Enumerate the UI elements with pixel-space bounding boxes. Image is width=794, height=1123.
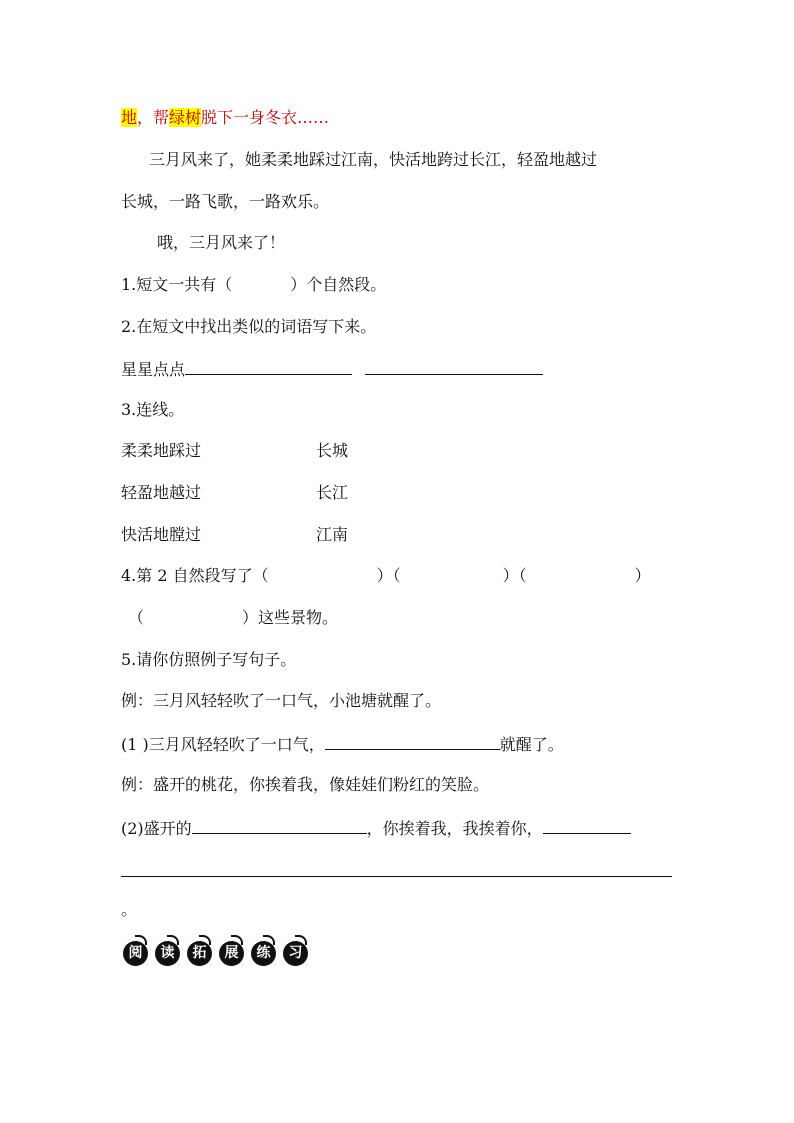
badge-char: 习 xyxy=(283,941,308,966)
badge-char: 阅 xyxy=(123,941,148,966)
answer-blank[interactable] xyxy=(543,817,631,834)
answer-line[interactable] xyxy=(121,876,672,877)
match-left: 柔柔地踩过 xyxy=(121,441,202,460)
match-left: 轻盈地越过 xyxy=(121,483,202,502)
answer-blank[interactable] xyxy=(185,358,352,375)
badge-char: 练 xyxy=(251,941,276,966)
q4-text: ） xyxy=(634,566,651,585)
badge-char: 展 xyxy=(219,941,244,966)
paragraph-line: 三月风来了，她柔柔地踩过江南，快活地跨过长江，轻盈地越过 xyxy=(149,150,598,169)
s2-text: (2)盛开的 xyxy=(121,819,192,838)
question-2: 2.在短文中找出类似的词语写下来。 xyxy=(121,317,377,336)
question-3-title: 3.连线。 xyxy=(121,400,185,419)
match-right: 长江 xyxy=(316,483,349,502)
answer-blank[interactable] xyxy=(365,358,543,375)
badge-char: 读 xyxy=(155,941,180,966)
answer-blank[interactable] xyxy=(325,733,500,750)
q4-text: ）（ xyxy=(376,566,401,585)
intro-text: 脱下一身冬衣…… xyxy=(201,108,330,127)
bomb-badge xyxy=(153,935,183,967)
example-word: 星星点点 xyxy=(121,360,186,379)
question-1 xyxy=(121,275,386,295)
example-2: 例：盛开的桃花，你挨着我，像娃娃们粉红的笑脸。 xyxy=(121,775,490,794)
question-5-title: 5.请你仿照例子写句子。 xyxy=(121,650,297,669)
s1-text: 就醒了。 xyxy=(499,735,564,754)
paragraph-line: 长城，一路飞歌，一路欢乐。 xyxy=(121,192,330,211)
badge-char: 拓 xyxy=(187,941,212,966)
q4-text: 4.第 2 自然段写了（ xyxy=(121,566,269,585)
highlight-text: 绿树 xyxy=(169,108,202,127)
intro-text: ，帮 xyxy=(137,108,170,127)
q1-text: 1.短文一共有（ xyxy=(121,275,233,294)
section-badge-group xyxy=(121,935,311,967)
sentence-1 xyxy=(121,733,564,755)
bomb-badge xyxy=(217,935,247,967)
answer-blank[interactable] xyxy=(192,817,367,834)
match-left: 快活地膛过 xyxy=(121,525,202,544)
sentence-end: 。 xyxy=(121,900,138,919)
q4-text: ）这些景物。 xyxy=(242,608,339,627)
q4-text: （ xyxy=(128,608,145,627)
bomb-badge xyxy=(185,935,215,967)
question-4 xyxy=(121,566,651,586)
bomb-badge xyxy=(281,935,311,967)
match-row xyxy=(121,525,349,545)
example-1: 例：三月风轻轻吹了一口气，小池塘就醒了。 xyxy=(121,691,442,710)
intro-line xyxy=(121,108,329,128)
highlight-text: 地 xyxy=(121,108,138,127)
paragraph-line: 哦，三月风来了！ xyxy=(157,233,286,252)
s2-text: ，你挨着我，我挨着你， xyxy=(366,819,543,838)
q1-text: ）个自然段。 xyxy=(290,275,387,294)
question-4-cont xyxy=(128,608,338,628)
question-2-answer xyxy=(121,358,543,380)
sentence-2 xyxy=(121,817,631,839)
q4-text: ）（ xyxy=(502,566,527,585)
s1-text: (1 )三月风轻轻吹了一口气， xyxy=(121,735,325,754)
match-row xyxy=(121,441,349,461)
match-row xyxy=(121,483,349,503)
bomb-badge xyxy=(121,935,151,967)
bomb-badge xyxy=(249,935,279,967)
match-right: 长城 xyxy=(316,441,349,460)
match-right: 江南 xyxy=(316,525,349,544)
